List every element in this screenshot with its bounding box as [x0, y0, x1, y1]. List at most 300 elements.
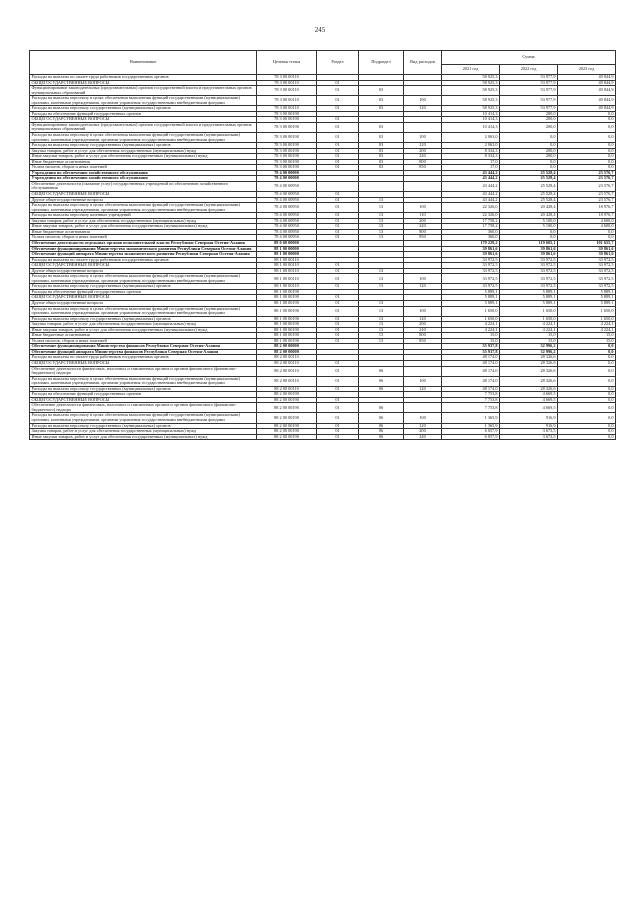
row-amount-2021-cell: 1 650,0: [442, 306, 500, 316]
row-amount-2021-cell: 17,0: [442, 165, 500, 171]
row-target-code-cell: 78 3 00 00190: [257, 159, 317, 165]
row-name-cell: Другие общегосударственные вопросы: [30, 197, 257, 203]
row-subsection-cell: 13: [359, 224, 404, 230]
row-subsection-cell: 13: [359, 316, 404, 322]
row-name-cell: Обеспечение функций аппарата Министерства финансов Республики Северная Осетия-Алания: [30, 349, 257, 355]
row-amount-2021-cell: 1 650,0: [442, 316, 500, 322]
row-amount-2023-cell: 33 972,5: [558, 284, 616, 290]
row-amount-2022-cell: 25 528,4: [500, 181, 558, 191]
row-target-code-cell: 88 1 00 00190: [257, 322, 317, 328]
row-name-cell: ОБЩЕГОСУДАРСТВЕННЫЕ ВОПРОСЫ: [30, 263, 257, 269]
row-amount-2021-cell: 58 925,3: [442, 106, 500, 112]
row-amount-2021-cell: 17 758,2: [442, 218, 500, 224]
row-amount-2021-cell: 33 972,5: [442, 268, 500, 274]
row-subsection-cell: 13: [359, 203, 404, 213]
row-target-code-cell: 78 4 00 00950: [257, 218, 317, 224]
row-name-cell: Расходы на выплаты персоналу в целях обеспечения выполнения функций государственными (муниципальными) органами, казенными учреждениями, органами управления государственными внебюджетными фондами: [30, 306, 257, 316]
row-section-cell: 01: [317, 274, 359, 284]
row-target-code-cell: 78 4 00 00950: [257, 235, 317, 241]
row-subsection-cell: 06: [359, 429, 404, 435]
row-name-cell: Обеспечение функций аппарата Министерства экономического развития Республики Северная Осетия-Алания: [30, 252, 257, 258]
header-section: Раздел: [317, 51, 359, 75]
row-expense-type-cell: 120: [404, 423, 442, 429]
row-amount-2022-cell: 20 428,4: [500, 203, 558, 213]
row-amount-2022-cell: 5 889,1: [500, 295, 558, 301]
row-amount-2021-cell: 55 937,8: [442, 344, 500, 350]
row-subsection-cell: 03: [359, 148, 404, 154]
row-section-cell: 01: [317, 154, 359, 160]
row-amount-2021-cell: 43 444,2: [442, 181, 500, 191]
row-amount-2023-cell: 1 650,0: [558, 316, 616, 322]
row-expense-type-cell: 100: [404, 413, 442, 423]
row-expense-type-cell: 850: [404, 165, 442, 171]
row-section-cell: 01: [317, 376, 359, 386]
row-amount-2022-cell: 3 673,5: [500, 429, 558, 435]
row-section-cell: 01: [317, 434, 359, 440]
header-target-code: Целевая статья: [257, 51, 317, 75]
row-target-code-cell: 88 2 00 00190: [257, 434, 317, 440]
table-row: [30, 181, 616, 191]
row-expense-type-cell: [404, 181, 442, 191]
row-target-code-cell: 88 2 00 00110: [257, 386, 317, 392]
row-subsection-cell: 13: [359, 333, 404, 339]
row-expense-type-cell: 120: [404, 106, 442, 112]
row-expense-type-cell: 200: [404, 218, 442, 224]
row-expense-type-cell: 100: [404, 203, 442, 213]
row-amount-2021-cell: 43 444,2: [442, 176, 500, 182]
row-name-cell: Расходы на выплаты персоналу в целях обеспечения выполнения функций государственными (муниципальными) органами, казенными учреждениями, органами управления государственными внебюджетными фондами: [30, 203, 257, 213]
row-amount-2022-cell: 33 972,5: [500, 274, 558, 284]
row-amount-2022-cell: 15,0: [500, 333, 558, 339]
row-target-code-cell: 78 3 00 00190: [257, 133, 317, 143]
row-section-cell: 01: [317, 203, 359, 213]
row-target-code-cell: 88 2 00 00190: [257, 397, 317, 403]
table-body: [30, 75, 616, 440]
row-amount-2023-cell: 0,0: [558, 434, 616, 440]
row-name-cell: Обеспечение деятельности финансовых, налоговых и таможенных органов и органов финансового (финансово-бюджетного) надзора: [30, 403, 257, 413]
row-amount-2022-cell: 53 977,9: [500, 96, 558, 106]
row-name-cell: Обеспечение деятельности (оказание услуг) государственных учреждений по обеспечению хозяйственного обслуживания: [30, 181, 257, 191]
row-target-code-cell: 88 1 00 00190: [257, 295, 317, 301]
row-name-cell: Расходы на выплаты персоналу казенных учреждений: [30, 213, 257, 219]
row-name-cell: Расходы на выплаты персоналу государственных (муниципальных) органов: [30, 143, 257, 149]
row-name-cell: Функционирование законодательных (представительных) органов государственной власти и представительных органов муниципальных образований: [30, 86, 257, 96]
row-section-cell: 01: [317, 268, 359, 274]
row-amount-2021-cell: 360,0: [442, 235, 500, 241]
row-amount-2021-cell: 6 057,9: [442, 429, 500, 435]
row-section-cell: [317, 181, 359, 191]
row-amount-2023-cell: 49 844,9: [558, 96, 616, 106]
row-amount-2022-cell: 33 972,5: [500, 257, 558, 263]
row-subsection-cell: 06: [359, 434, 404, 440]
row-name-cell: Расходы на выплаты персоналу в целях обеспечения выполнения функций государственными (муниципальными) органами, казенными учреждениями, органами управления государственными внебюджетными фондами: [30, 274, 257, 284]
row-amount-2021-cell: 33 972,5: [442, 263, 500, 269]
row-amount-2022-cell: 916,9: [500, 413, 558, 423]
table-row: [30, 86, 616, 96]
row-target-code-cell: 78 3 00 00190: [257, 154, 317, 160]
row-amount-2022-cell: 3 673,5: [500, 434, 558, 440]
row-target-code-cell: 88 2 00 00190: [257, 403, 317, 413]
row-target-code-cell: 78 3 00 00110: [257, 86, 317, 96]
row-amount-2022-cell: 0,0: [500, 159, 558, 165]
row-expense-type-cell: 800: [404, 229, 442, 235]
row-target-code-cell: 78 3 00 00190: [257, 165, 317, 171]
row-section-cell: 01: [317, 86, 359, 96]
row-amount-2023-cell: 33 972,5: [558, 268, 616, 274]
row-expense-type-cell: [404, 122, 442, 132]
row-section-cell: 01: [317, 218, 359, 224]
row-amount-2021-cell: 2 063,0: [442, 143, 500, 149]
table-header: [30, 51, 616, 75]
row-target-code-cell: 78 4 00 00000: [257, 176, 317, 182]
row-amount-2022-cell: 39 861,6: [500, 246, 558, 252]
row-name-cell: Иные бюджетные ассигнования: [30, 159, 257, 165]
row-section-cell: 01: [317, 333, 359, 339]
row-expense-type-cell: 200: [404, 429, 442, 435]
row-amount-2023-cell: 0,0: [558, 165, 616, 171]
row-expense-type-cell: 100: [404, 274, 442, 284]
row-name-cell: Расходы на выплаты по оплате труда работников государственных органов: [30, 355, 257, 361]
table-row: [30, 96, 616, 106]
row-amount-2021-cell: 58 925,3: [442, 80, 500, 86]
row-target-code-cell: 78 3 00 00110: [257, 80, 317, 86]
row-amount-2021-cell: 43 444,2: [442, 170, 500, 176]
row-section-cell: 01: [317, 322, 359, 328]
table-row: [30, 413, 616, 423]
row-expense-type-cell: 120: [404, 386, 442, 392]
row-subsection-cell: 13: [359, 327, 404, 333]
row-amount-2022-cell: 4 224,1: [500, 327, 558, 333]
row-amount-2021-cell: 43 444,2: [442, 197, 500, 203]
row-subsection-cell: 03: [359, 154, 404, 160]
row-name-cell: Иные бюджетные ассигнования: [30, 333, 257, 339]
row-target-code-cell: 78 4 00 00000: [257, 170, 317, 176]
row-target-code-cell: 78 3 00 00190: [257, 122, 317, 132]
row-amount-2023-cell: 5 889,1: [558, 300, 616, 306]
table-row: [30, 274, 616, 284]
row-target-code-cell: 78 3 00 00190: [257, 143, 317, 149]
row-subsection-cell: 06: [359, 386, 404, 392]
row-subsection-cell: 13: [359, 306, 404, 316]
row-name-cell: Иные закупки товаров, работ и услуг для обеспечения государственных (муниципальных) нужд: [30, 154, 257, 160]
row-target-code-cell: 88 2 00 00190: [257, 423, 317, 429]
row-expense-type-cell: 100: [404, 96, 442, 106]
row-target-code-cell: 88 1 00 00110: [257, 268, 317, 274]
row-amount-2023-cell: 33 972,5: [558, 274, 616, 284]
row-amount-2022-cell: 1 650,0: [500, 316, 558, 322]
row-amount-2023-cell: 33 972,5: [558, 257, 616, 263]
row-target-code-cell: 78 3 00 00110: [257, 75, 317, 81]
row-amount-2021-cell: 33 972,5: [442, 257, 500, 263]
row-name-cell: Расходы на выплаты персоналу в целях обеспечения выполнения функций государственными (муниципальными) органами, казенными учреждениями, органами управления государственными внебюджетными фондами: [30, 376, 257, 386]
row-amount-2022-cell: 28 326,6: [500, 376, 558, 386]
row-amount-2023-cell: 0,0: [558, 429, 616, 435]
row-target-code-cell: 88 1 00 00000: [257, 246, 317, 252]
row-amount-2022-cell: 5 889,1: [500, 300, 558, 306]
row-expense-type-cell: [404, 366, 442, 376]
row-amount-2023-cell: 23 576,7: [558, 181, 616, 191]
row-target-code-cell: 78 3 00 00110: [257, 96, 317, 106]
row-amount-2023-cell: 49 844,9: [558, 80, 616, 86]
row-name-cell: ОБЩЕГОСУДАРСТВЕННЫЕ ВОПРОСЫ: [30, 117, 257, 123]
row-target-code-cell: 78 3 00 00190: [257, 148, 317, 154]
row-subsection-cell: 06: [359, 376, 404, 386]
row-amount-2023-cell: 39 861,6: [558, 252, 616, 258]
row-section-cell: 01: [317, 263, 359, 269]
row-name-cell: Расходы на выплаты по оплате труда работников государственных органов: [30, 75, 257, 81]
row-amount-2023-cell: 0,0: [558, 229, 616, 235]
row-amount-2021-cell: 15,0: [442, 338, 500, 344]
row-subsection-cell: 13: [359, 235, 404, 241]
row-target-code-cell: 88 1 00 00110: [257, 263, 317, 269]
row-amount-2023-cell: 0,0: [558, 355, 616, 361]
row-amount-2022-cell: 200,0: [500, 122, 558, 132]
row-amount-2022-cell: 0,0: [500, 165, 558, 171]
row-amount-2022-cell: 53 977,9: [500, 80, 558, 86]
row-name-cell: Расходы на выплаты персоналу государственных (муниципальных) органов: [30, 386, 257, 392]
row-section-cell: 01: [317, 300, 359, 306]
row-amount-2022-cell: 20 428,4: [500, 213, 558, 219]
header-expense-type: Вид расходов: [404, 51, 442, 75]
row-amount-2022-cell: 200,0: [500, 111, 558, 117]
row-subsection-cell: 03: [359, 143, 404, 149]
row-subsection-cell: 13: [359, 213, 404, 219]
row-amount-2022-cell: 0,0: [500, 143, 558, 149]
row-section-cell: 01: [317, 143, 359, 149]
row-expense-type-cell: 240: [404, 327, 442, 333]
row-amount-2021-cell: 2 063,0: [442, 133, 500, 143]
row-name-cell: Расходы на выплаты персоналу государственных (муниципальных) органов: [30, 106, 257, 112]
table-row: [30, 133, 616, 143]
row-target-code-cell: 88 1 00 00110: [257, 257, 317, 263]
row-section-cell: 01: [317, 122, 359, 132]
row-amount-2023-cell: 5 889,1: [558, 289, 616, 295]
header-amount: Сумма: [442, 51, 616, 65]
row-amount-2023-cell: 0,0: [558, 344, 616, 350]
row-subsection-cell: 13: [359, 274, 404, 284]
row-amount-2022-cell: 32 996,2: [500, 349, 558, 355]
row-amount-2022-cell: 33 972,5: [500, 263, 558, 269]
row-amount-2023-cell: 0,0: [558, 117, 616, 123]
row-amount-2022-cell: 119 605,1: [500, 240, 558, 246]
header-name: Наименование: [30, 51, 257, 75]
row-name-cell: Уплата налогов, сборов и иных платежей: [30, 235, 257, 241]
row-amount-2021-cell: 58 925,3: [442, 96, 500, 106]
row-amount-2022-cell: 0,0: [500, 229, 558, 235]
row-amount-2022-cell: 5 100,0: [500, 224, 558, 230]
row-amount-2023-cell: 0,0: [558, 366, 616, 376]
row-expense-type-cell: 100: [404, 376, 442, 386]
row-amount-2023-cell: 39 861,6: [558, 246, 616, 252]
row-subsection-cell: 13: [359, 338, 404, 344]
table-row: [30, 376, 616, 386]
row-subsection-cell: 03: [359, 106, 404, 112]
row-name-cell: Расходы на выплаты персоналу государственных (муниципальных) органов: [30, 316, 257, 322]
row-target-code-cell: 88 1 00 00190: [257, 289, 317, 295]
row-subsection-cell: 06: [359, 413, 404, 423]
row-amount-2021-cell: 58 925,3: [442, 86, 500, 96]
row-subsection-cell: 13: [359, 300, 404, 306]
row-amount-2022-cell: 200,0: [500, 154, 558, 160]
row-subsection-cell: 13: [359, 229, 404, 235]
row-amount-2023-cell: 0,0: [558, 111, 616, 117]
row-target-code-cell: 78 4 00 00950: [257, 197, 317, 203]
row-target-code-cell: 88 1 00 00190: [257, 316, 317, 322]
row-name-cell: Расходы на выплаты персоналу в целях обеспечения выполнения функций государственными (муниципальными) органами, казенными учреждениями, органами управления государственными внебюджетными фондами: [30, 96, 257, 106]
row-section-cell: 01: [317, 117, 359, 123]
row-amount-2021-cell: 4 224,1: [442, 327, 500, 333]
row-amount-2021-cell: 17,0: [442, 159, 500, 165]
row-amount-2022-cell: 4 669,5: [500, 403, 558, 413]
row-subsection-cell: 03: [359, 159, 404, 165]
row-subsection-cell: [359, 181, 404, 191]
row-expense-type-cell: 240: [404, 434, 442, 440]
row-expense-type-cell: 100: [404, 306, 442, 316]
row-section-cell: 01: [317, 360, 359, 366]
row-target-code-cell: 88 1 00 00110: [257, 274, 317, 284]
row-section-cell: 01: [317, 80, 359, 86]
row-subsection-cell: 06: [359, 423, 404, 429]
row-amount-2023-cell: 49 844,9: [558, 86, 616, 96]
row-expense-type-cell: 200: [404, 148, 442, 154]
page-number: 245: [314, 26, 326, 34]
row-name-cell: ОБЩЕГОСУДАРСТВЕННЫЕ ВОПРОСЫ: [30, 397, 257, 403]
row-section-cell: 01: [317, 423, 359, 429]
budget-table: [29, 50, 616, 440]
row-amount-2021-cell: 4 224,1: [442, 322, 500, 328]
row-target-code-cell: 88 2 00 00190: [257, 392, 317, 398]
row-amount-2022-cell: 39 861,6: [500, 252, 558, 258]
row-section-cell: 01: [317, 96, 359, 106]
row-name-cell: Функционирование законодательных (представительных) органов государственной власти и представительных органов муниципальных образований: [30, 122, 257, 132]
row-section-cell: 01: [317, 165, 359, 171]
row-target-code-cell: 88 2 00 00000: [257, 344, 317, 350]
row-section-cell: 01: [317, 316, 359, 322]
row-target-code-cell: 78 4 00 00950: [257, 213, 317, 219]
row-amount-2021-cell: 39 861,6: [442, 252, 500, 258]
row-amount-2022-cell: 33 972,5: [500, 268, 558, 274]
table-row: [30, 366, 616, 376]
row-amount-2021-cell: 8 334,3: [442, 154, 500, 160]
row-name-cell: Расходы на выплаты персоналу государственных (муниципальных) органов: [30, 284, 257, 290]
row-name-cell: ОБЩЕГОСУДАРСТВЕННЫЕ ВОПРОСЫ: [30, 360, 257, 366]
row-target-code-cell: 88 2 00 00110: [257, 355, 317, 361]
row-amount-2023-cell: 0,0: [558, 154, 616, 160]
row-amount-2021-cell: 5 889,1: [442, 300, 500, 306]
row-name-cell: Расходы на обеспечение функций государственных органов: [30, 392, 257, 398]
row-amount-2022-cell: 200,0: [500, 148, 558, 154]
row-section-cell: 01: [317, 133, 359, 143]
row-amount-2021-cell: 43 444,2: [442, 192, 500, 198]
row-target-code-cell: 88 1 00 00110: [257, 284, 317, 290]
row-expense-type-cell: 110: [404, 213, 442, 219]
row-target-code-cell: 78 3 00 00190: [257, 117, 317, 123]
row-amount-2021-cell: 7 753,8: [442, 392, 500, 398]
row-name-cell: Закупка товаров, работ и услуг для обеспечения государственных (муниципальных) нужд: [30, 148, 257, 154]
row-amount-2023-cell: 23 576,7: [558, 197, 616, 203]
row-expense-type-cell: 850: [404, 338, 442, 344]
row-amount-2023-cell: 15,0: [558, 338, 616, 344]
row-target-code-cell: 88 2 00 00110: [257, 366, 317, 376]
row-name-cell: Иные закупки товаров, работ и услуг для обеспечения государственных (муниципальных) нужд: [30, 327, 257, 333]
row-amount-2021-cell: 1 365,9: [442, 423, 500, 429]
row-amount-2022-cell: 28 326,6: [500, 386, 558, 392]
row-name-cell: Расходы на выплаты персоналу в целях обеспечения выполнения функций государственными (муниципальными) органами, казенными учреждениями, органами управления государственными внебюджетными фондами: [30, 133, 257, 143]
row-name-cell: Иные закупки товаров, работ и услуг для обеспечения государственных (муниципальных) нужд: [30, 434, 257, 440]
row-amount-2022-cell: 28 326,6: [500, 366, 558, 376]
row-name-cell: Уплата налогов, сборов и иных платежей: [30, 165, 257, 171]
row-amount-2023-cell: 0,0: [558, 397, 616, 403]
row-amount-2023-cell: 0,0: [558, 235, 616, 241]
row-amount-2021-cell: 10 414,3: [442, 122, 500, 132]
row-target-code-cell: 88 1 00 00190: [257, 327, 317, 333]
header-subsection: Подраздел: [359, 51, 404, 75]
row-subsection-cell: 03: [359, 122, 404, 132]
row-amount-2023-cell: 33 972,5: [558, 263, 616, 269]
row-section-cell: 01: [317, 197, 359, 203]
row-target-code-cell: 88 1 00 00190: [257, 338, 317, 344]
row-section-cell: 01: [317, 386, 359, 392]
row-name-cell: Закупка товаров, работ и услуг для обеспечения государственных (муниципальных) нужд: [30, 322, 257, 328]
row-expense-type-cell: [404, 403, 442, 413]
row-expense-type-cell: 800: [404, 159, 442, 165]
row-amount-2023-cell: 0,0: [558, 360, 616, 366]
row-amount-2022-cell: 25 528,4: [500, 197, 558, 203]
row-amount-2023-cell: 0,0: [558, 122, 616, 132]
row-expense-type-cell: 120: [404, 143, 442, 149]
row-amount-2022-cell: 25 528,4: [500, 192, 558, 198]
header-year-2022: 2022 год: [500, 65, 558, 75]
table-row: [30, 306, 616, 316]
row-amount-2022-cell: 25 528,4: [500, 176, 558, 182]
row-amount-2023-cell: 49 844,9: [558, 75, 616, 81]
row-amount-2023-cell: 18 976,7: [558, 213, 616, 219]
row-name-cell: Расходы на выплаты персоналу государственных (муниципальных) органов: [30, 423, 257, 429]
row-section-cell: 01: [317, 397, 359, 403]
row-section-cell: 01: [317, 413, 359, 423]
row-subsection-cell: 13: [359, 218, 404, 224]
row-expense-type-cell: 800: [404, 333, 442, 339]
row-expense-type-cell: 200: [404, 322, 442, 328]
row-expense-type-cell: 120: [404, 316, 442, 322]
row-name-cell: Другие общегосударственные вопросы: [30, 268, 257, 274]
row-target-code-cell: 88 1 00 00190: [257, 333, 317, 339]
row-amount-2023-cell: 23 576,7: [558, 176, 616, 182]
row-amount-2023-cell: 0,0: [558, 376, 616, 386]
row-target-code-cell: 78 4 00 00950: [257, 181, 317, 191]
row-section-cell: 01: [317, 106, 359, 112]
row-amount-2021-cell: 10 414,3: [442, 117, 500, 123]
row-target-code-cell: 88 2 00 00110: [257, 376, 317, 386]
row-name-cell: ОБЩЕГОСУДАРСТВЕННЫЕ ВОПРОСЫ: [30, 295, 257, 301]
row-amount-2022-cell: 5 889,1: [500, 289, 558, 295]
row-amount-2021-cell: 10 414,3: [442, 111, 500, 117]
row-subsection-cell: 06: [359, 403, 404, 413]
row-amount-2023-cell: 0,0: [558, 148, 616, 154]
row-amount-2023-cell: 49 844,9: [558, 106, 616, 112]
row-amount-2022-cell: 200,0: [500, 117, 558, 123]
row-amount-2021-cell: 6 057,9: [442, 434, 500, 440]
row-expense-type-cell: 240: [404, 224, 442, 230]
row-amount-2022-cell: 1 650,0: [500, 306, 558, 316]
row-section-cell: 01: [317, 327, 359, 333]
row-amount-2022-cell: 5 100,0: [500, 218, 558, 224]
row-target-code-cell: 78 4 00 00950: [257, 229, 317, 235]
row-amount-2021-cell: 48 174,0: [442, 386, 500, 392]
row-amount-2022-cell: 33 972,5: [500, 284, 558, 290]
row-target-code-cell: 88 2 00 00190: [257, 429, 317, 435]
table-row: [30, 203, 616, 213]
